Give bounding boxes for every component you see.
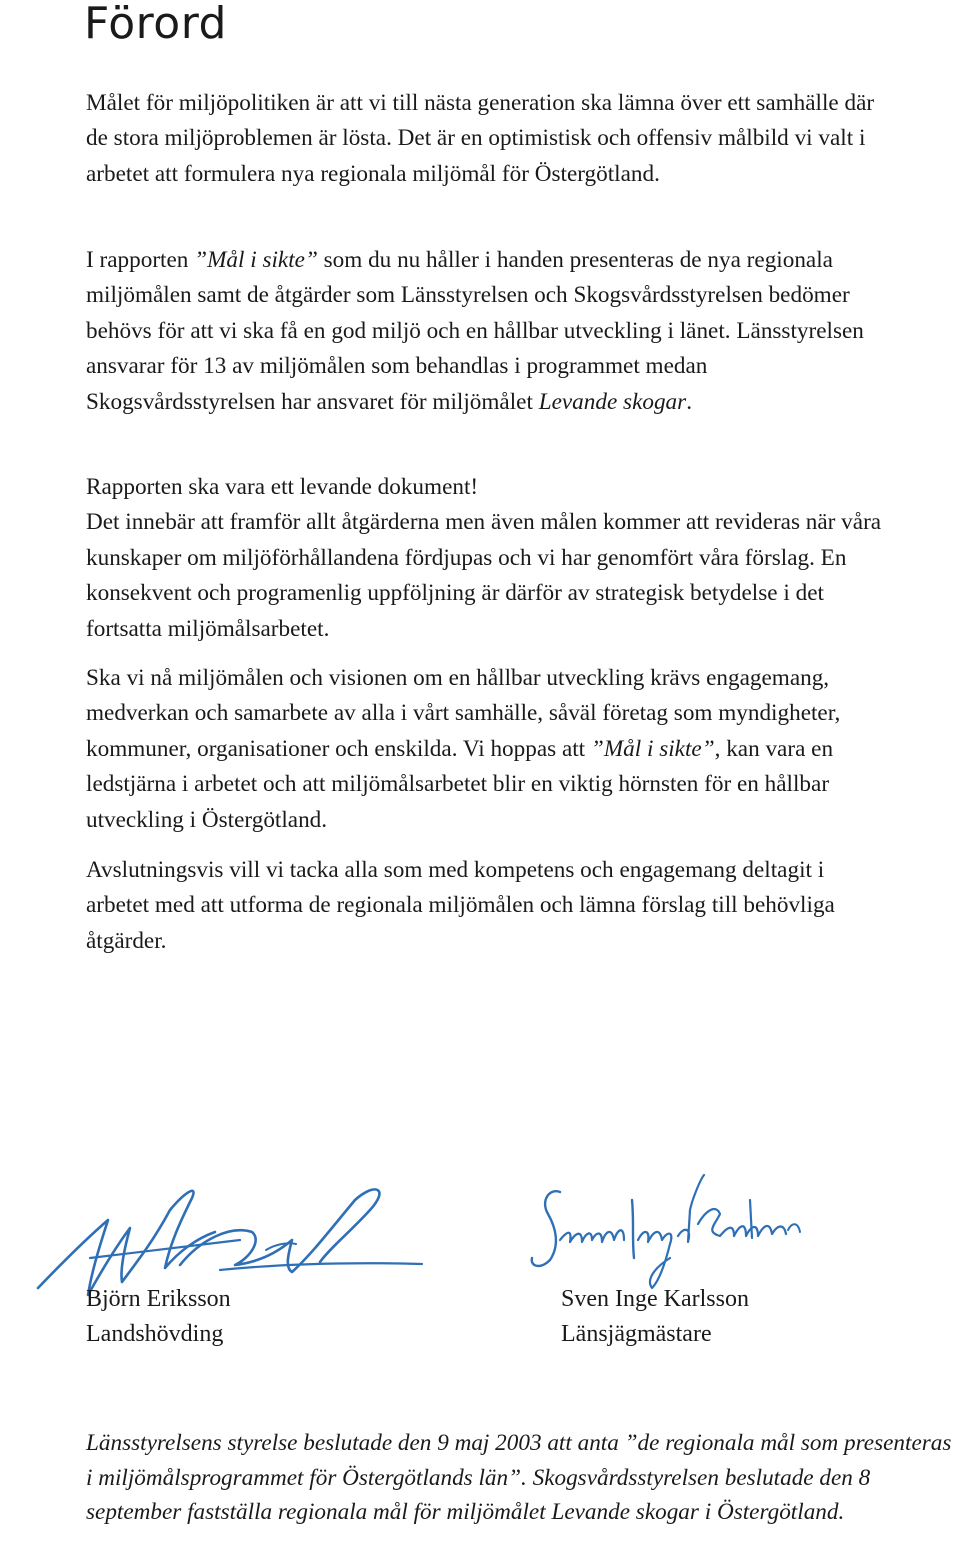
report-title-italic: ”Mål i sikte” — [194, 247, 318, 273]
paragraph-thanks: Avslutningsvis vill vi tacka alla som med kompetens och engagemang deltagit i arbetet med att utforma de regionala miljömålen och lämna förslag till behövliga åtgärder. — [86, 857, 835, 954]
goal-name-italic: Levande skogar — [538, 388, 687, 415]
signatory-name: Björn Eriksson — [86, 1286, 231, 1312]
signatory-role: Länsjägmästare — [561, 1321, 712, 1347]
signatory-2 — [561, 1282, 749, 1352]
board-decision-note: Länsstyrelsens styrelse beslutade den 9 maj 2003 att anta ”de regionala mål som presenteras i miljömålsprogrammet för Östergötlands län”. Skogsvårdsstyrelsen beslutade den 8 september fastställa regionala mål för miljömålet Levande skogar i Östergötland. — [86, 1430, 952, 1525]
paragraph-report-text-a: I rapporten — [86, 247, 195, 273]
signatory-1 — [86, 1282, 231, 1352]
report-title-italic-2: ”Mål i sikte” — [590, 735, 715, 762]
signature-sven-inge-karlsson — [520, 1170, 820, 1300]
paragraph-report-text-c: . — [686, 388, 692, 415]
paragraph-engagement — [86, 661, 886, 838]
page-title: Förord — [84, 0, 227, 49]
paragraph-report-text-b: som du nu håller i handen presenteras de nya regionala miljömålen samt de åtgärder som Länsstyrelsen och Skogsvårdsstyrelsen bedömer behövs för att vi ska få en god miljö och en hållbar utveckling i länet. Länsstyrelsen ansvarar för 13 av miljömålen som behandlas i programmet medan Skogsvårdsstyrelsen har ansvaret för miljömålet — [86, 247, 864, 415]
paragraph-report — [86, 243, 886, 420]
paragraph-intro: Målet för miljöpolitiken är att vi till nästa generation ska lämna över ett samhälle där de stora miljöproblemen är lösta. Det är en optimistisk och offensiv målbild vi valt i arbetet att formulera nya regionala miljömål för Östergötland. — [86, 90, 875, 187]
signatory-role: Landshövding — [86, 1321, 224, 1347]
paragraph-living-document: Rapporten ska vara ett levande dokument! Det innebär att framför allt åtgärderna men även målen kommer att revideras när våra kunskaper om miljöförhållandena fördjupas och vi har genomfört våra förslag. En konsekvent och programenlig uppföljning är därför av strategisk betydelse i det fortsatta miljömålsarbetet. — [86, 474, 882, 642]
signatory-name: Sven Inge Karlsson — [561, 1286, 749, 1312]
paragraph-engagement-text-a: Ska vi nå miljömålen och visionen om en hållbar utveckling krävs engagemang, medverkan och samarbete av alla i vårt samhälle, såväl företag som myndigheter, kommuner, organisationer och enskilda. Vi hoppas att — [86, 665, 841, 762]
paragraph-engagement-text-b: , kan vara en ledstjärna i arbetet och att miljömålsarbetet blir en viktig hörnsten för en hållbar utveckling i Östergötland. — [86, 735, 834, 833]
